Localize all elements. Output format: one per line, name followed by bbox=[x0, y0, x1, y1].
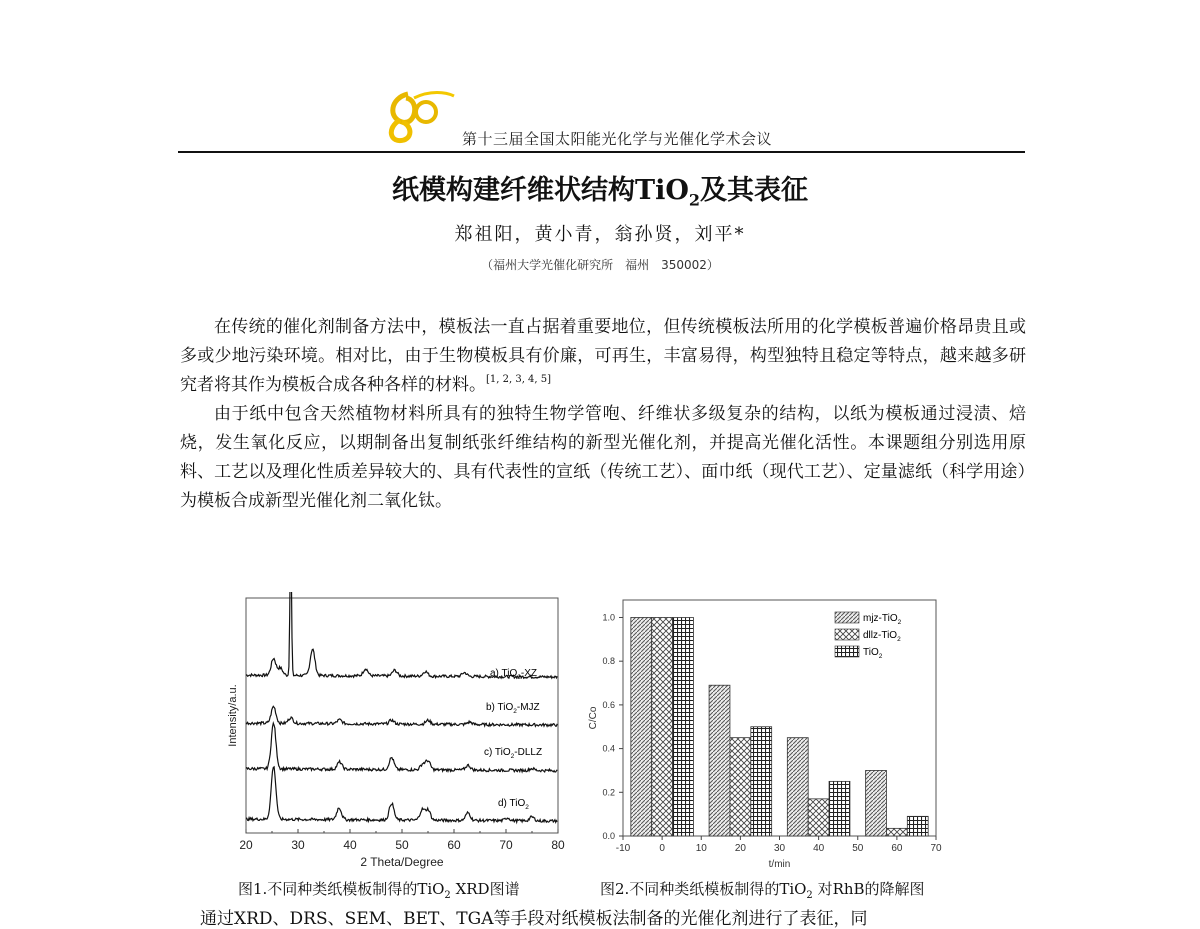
series-label: b) TiO$_2$-MJZ bbox=[486, 702, 540, 715]
y-tick-label: 0.8 bbox=[602, 656, 615, 667]
x-tick-label: 50 bbox=[852, 843, 864, 854]
legend-label: dllz-TiO$_2$ bbox=[863, 630, 901, 643]
x-tick-label: -10 bbox=[615, 843, 631, 854]
x-tick-label: 60 bbox=[447, 838, 461, 852]
caption-text: 图1.不同种类纸模板制得的TiO bbox=[238, 880, 445, 898]
authors: 郑祖阳，黄小青，翁孙贤，刘平* bbox=[454, 224, 746, 245]
x-axis-label: 2 Theta/Degree bbox=[360, 855, 444, 869]
caption-text: 对RhB的降解图 bbox=[812, 880, 925, 898]
caption-sub: 2 bbox=[806, 890, 813, 901]
title-end: 及其表征 bbox=[700, 175, 808, 206]
figure1-caption bbox=[238, 878, 520, 901]
x-tick-label: 40 bbox=[813, 843, 825, 854]
xrd-chart bbox=[200, 592, 580, 877]
bar-cross bbox=[652, 617, 673, 836]
bar-cross bbox=[886, 828, 907, 836]
legend-label: TiO$_2$ bbox=[863, 647, 883, 660]
y-tick-label: 0.2 bbox=[602, 787, 615, 798]
y-tick-label: 0.4 bbox=[602, 743, 615, 754]
paragraph bbox=[180, 313, 1026, 400]
y-axis-label: Intensity/a.u. bbox=[227, 684, 239, 747]
x-tick-label: 80 bbox=[551, 838, 565, 852]
x-tick-label: 30 bbox=[291, 838, 305, 852]
y-tick-label: 1.0 bbox=[602, 612, 615, 623]
figure2-caption bbox=[600, 878, 925, 901]
conference-logo bbox=[380, 88, 460, 146]
x-tick-label: 40 bbox=[343, 838, 357, 852]
series-label: d) TiO$_2$ bbox=[498, 798, 529, 811]
x-tick-label: 20 bbox=[239, 838, 253, 852]
x-tick-label: 70 bbox=[499, 838, 513, 852]
series-label: a) TiO$_2$-XZ bbox=[490, 668, 537, 681]
x-axis-label: t/min bbox=[768, 859, 791, 870]
paper-title bbox=[0, 168, 1200, 209]
x-tick-label: 10 bbox=[695, 843, 707, 854]
caption-sub: 2 bbox=[444, 890, 451, 901]
bar-cross bbox=[730, 738, 751, 836]
legend-swatch bbox=[835, 646, 859, 657]
bar-cross bbox=[808, 799, 829, 836]
y-axis-label: C/Co bbox=[588, 706, 599, 730]
paragraph: 由于纸中包含天然植物材料所具有的独特生物学管咆、纤维状多级复杂的结构，以纸为模板通过浸渍、焙烧，发生氧化反应，以期制备出复制纸张纤维结构的新型光催化剂，并提高光催化活性。本课题组分别选用原料、工艺以及理化性质差异较大的、具有代表性的宣纸（传统工艺）、面巾纸（现代工艺）、定量滤纸（科学用途）为模板合成新型光催化剂二氧化钛。 bbox=[180, 404, 1026, 511]
bar-diag bbox=[631, 617, 652, 836]
series-label: c) TiO$_2$-DLLZ bbox=[484, 747, 543, 760]
x-tick-label: 30 bbox=[773, 843, 786, 854]
xrd-series-line bbox=[246, 592, 557, 678]
title-subscript: 2 bbox=[688, 190, 700, 210]
legend-label: mjz-TiO$_2$ bbox=[863, 613, 902, 626]
degradation-chart bbox=[585, 592, 1000, 877]
paragraph-text: 在传统的催化剂制备方法中，模板法一直占据着重要地位，但传统模板法所用的化学模板普遍价格昂贵且或多或少地污染环境。相对比，由于生物模板具有价廉，可再生，丰富易得，构型独特且稳定等特点，越来越多研究者将其作为模板合成各种各样的材料。 bbox=[180, 317, 1026, 395]
bar-diag bbox=[787, 738, 808, 836]
conference-name: 第十三届全国太阳能光化学与光催化学术会议 bbox=[462, 130, 773, 148]
legend-swatch bbox=[835, 612, 859, 623]
bar-grid bbox=[907, 816, 928, 836]
y-tick-label: 0.6 bbox=[602, 699, 615, 710]
legend-swatch bbox=[835, 629, 859, 640]
x-tick-label: 60 bbox=[891, 843, 903, 854]
bar-grid bbox=[673, 617, 694, 836]
caption-text: 图2.不同种类纸模板制得的TiO bbox=[600, 880, 807, 898]
xrd-series-line bbox=[246, 767, 557, 822]
x-tick-label: 0 bbox=[659, 843, 665, 854]
paragraph-partial: 通过XRD、DRS、SEM、BET、TGA等手段对纸模板法制备的光催化剂进行了表征，同 bbox=[200, 909, 868, 929]
x-tick-label: 50 bbox=[395, 838, 409, 852]
header-rule bbox=[178, 151, 1025, 153]
affiliation: （福州大学光催化研究所 福州 350002） bbox=[481, 258, 719, 272]
bar-grid bbox=[829, 781, 850, 836]
caption-text: XRD图谱 bbox=[450, 880, 520, 898]
citation: [1, 2, 3, 4, 5] bbox=[486, 374, 552, 385]
body-text bbox=[180, 313, 1026, 516]
bar-grid bbox=[751, 727, 772, 836]
x-tick-label: 20 bbox=[734, 843, 746, 854]
bar-diag bbox=[709, 685, 730, 836]
title-main: 纸模构建纤维状结构TiO bbox=[391, 175, 689, 206]
x-tick-label: 70 bbox=[930, 843, 942, 854]
y-tick-label: 0.0 bbox=[602, 831, 615, 841]
bar-diag bbox=[866, 770, 887, 836]
